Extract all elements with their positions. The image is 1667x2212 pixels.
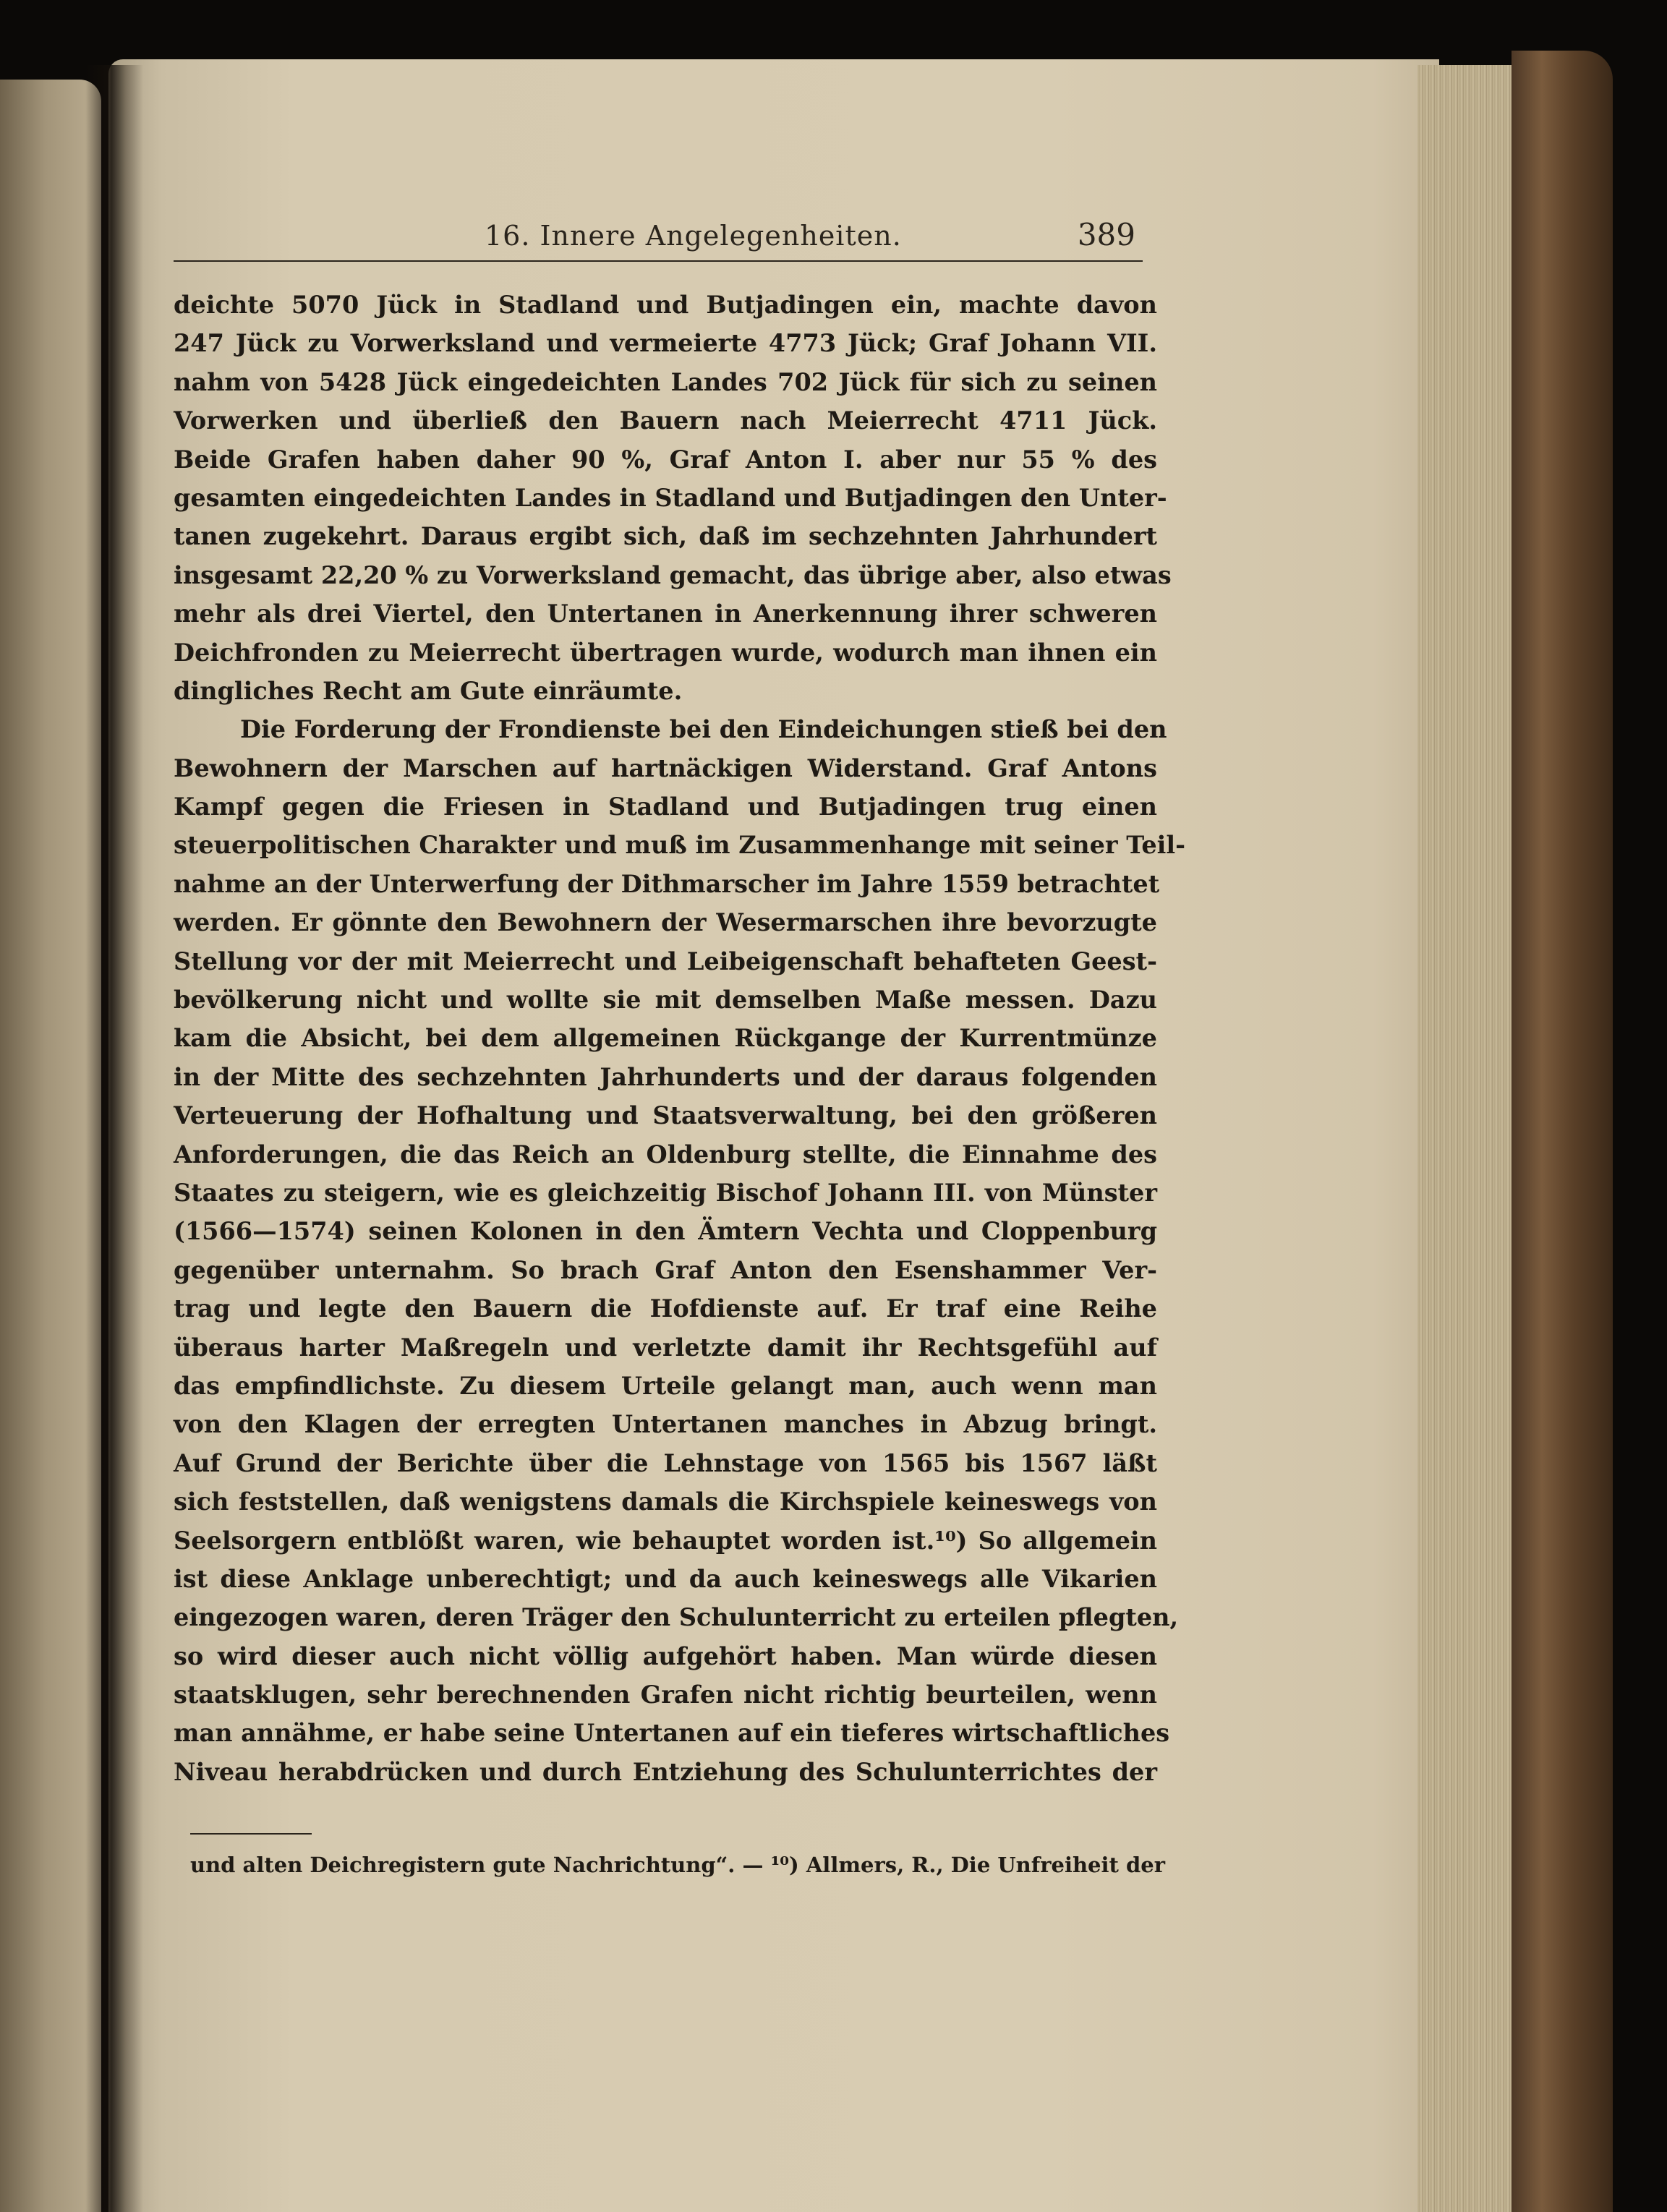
footnote: und alten Deichregistern gute Nachrichtung“. — ¹⁰) Allmers, R., Die Unfreiheit der [190, 1853, 1166, 1877]
text-line: Beide Grafen haben daher 90 %, Graf Anton I. aber nur 55 % des [174, 445, 1157, 474]
text-line: bevölkerung nicht und wollte sie mit demselben Maße messen. Dazu [174, 986, 1157, 1015]
text-line: gesamten eingedeichten Landes in Stadland und Butjadingen den Unter- [174, 483, 1167, 512]
text-line: Verteuerung der Hofhaltung und Staatsverwaltung, bei den größeren [174, 1101, 1157, 1130]
text-line: nahme an der Unterwerfung der Dithmarscher im Jahre 1559 betrachtet [174, 869, 1160, 898]
text-line: von den Klagen der erregten Untertanen manches in Abzug bringt. [174, 1410, 1157, 1439]
text-line: Auf Grund der Berichte über die Lehnstage von 1565 bis 1567 läßt [174, 1448, 1157, 1477]
footnote-rule [190, 1833, 312, 1835]
text-line: so wird dieser auch nicht völlig aufgehört haben. Man würde diesen [174, 1641, 1157, 1670]
text-line: deichte 5070 Jück in Stadland und Butjadingen ein, machte davon [174, 291, 1157, 319]
text-line: Niveau herabdrücken und durch Entziehung des Schulunterrichtes der [174, 1757, 1157, 1786]
text-line: man annähme, er habe seine Untertanen auf ein tieferes wirtschaftliches [174, 1719, 1170, 1748]
text-line: eingezogen waren, deren Träger den Schulunterricht zu erteilen pflegten, [174, 1603, 1179, 1632]
text-line: Kampf gegen die Friesen in Stadland und Butjadingen trug einen [174, 793, 1157, 821]
body-text [174, 286, 1185, 1791]
text-line: Stellung vor der mit Meierrecht und Leibeigenschaft behafteten Geest- [174, 947, 1157, 975]
text-line: steuerpolitischen Charakter und muß im Zusammenhange mit seiner Teil- [174, 831, 1185, 860]
text-line: das empfindlichste. Zu diesem Urteile gelangt man, auch wenn man [174, 1371, 1157, 1400]
text-line: 247 Jück zu Vorwerksland und vermeierte 4773 Jück; Graf Johann VII. [174, 329, 1157, 358]
text-line: werden. Er gönnte den Bewohnern der Wesermarschen ihre bevorzugte [174, 908, 1157, 937]
text-line: gegenüber unternahm. So brach Graf Anton den Esenshammer Ver- [174, 1255, 1157, 1284]
text-line: Vorwerken und überließ den Bauern nach Meierrecht 4711 Jück. [174, 406, 1157, 435]
text-line: Bewohnern der Marschen auf hartnäckigen Widerstand. Graf Antons [174, 753, 1157, 782]
book-cover-edge [1512, 51, 1613, 2212]
paragraph-start-line: Die Forderung der Frondienste bei den Eindeichungen stieß bei den [240, 715, 1167, 744]
text-line: Anforderungen, die das Reich an Oldenburg stellte, die Einnahme des [174, 1140, 1157, 1169]
page-stack-edge [1417, 65, 1519, 2212]
page-number: 389 [1077, 217, 1135, 252]
text-line: in der Mitte des sechzehnten Jahrhunderts und der daraus folgenden [174, 1062, 1157, 1091]
text-line: sich feststellen, daß wenigstens damals die Kirchspiele keineswegs von [174, 1487, 1157, 1516]
text-line: Seelsorgern entblößt waren, wie behauptet worden ist.¹⁰) So allgemein [174, 1526, 1157, 1555]
text-line: ist diese Anklage unberechtigt; und da auch keineswegs alle Vikarien [174, 1564, 1157, 1593]
gutter-shadow [85, 65, 143, 2212]
running-title: 16. Innere Angelegenheiten. [485, 220, 902, 252]
text-line: staatsklugen, sehr berechnenden Grafen nicht richtig beurteilen, wenn [174, 1681, 1157, 1709]
text-line: (1566—1574) seinen Kolonen in den Ämtern Vechta und Cloppenburg [174, 1217, 1157, 1246]
text-line: dingliches Recht am Gute einräumte. [174, 676, 683, 705]
text-line: trag und legte den Bauern die Hofdienste auf. Er traf eine Reihe [174, 1294, 1157, 1323]
text-line: überaus harter Maßregeln und verletzte damit ihr Rechtsgefühl auf [174, 1333, 1157, 1362]
text-line: tanen zugekehrt. Daraus ergibt sich, daß im sechzehnten Jahrhundert [174, 522, 1157, 551]
running-head [174, 214, 1143, 262]
text-line: mehr als drei Viertel, den Untertanen in Anerkennung ihrer schweren [174, 599, 1157, 628]
text-line: nahm von 5428 Jück eingedeichten Landes 702 Jück für sich zu seinen [174, 367, 1157, 396]
text-line: kam die Absicht, bei dem allgemeinen Rückgange der Kurrentmünze [174, 1024, 1157, 1053]
text-line: Staates zu steigern, wie es gleichzeitig Bischof Johann III. von Münster [174, 1178, 1157, 1207]
text-line: Deichfronden zu Meierrecht übertragen wurde, wodurch man ihnen ein [174, 638, 1157, 667]
text-line: insgesamt 22,20 % zu Vorwerksland gemacht, das übrige aber, also etwas [174, 560, 1172, 589]
